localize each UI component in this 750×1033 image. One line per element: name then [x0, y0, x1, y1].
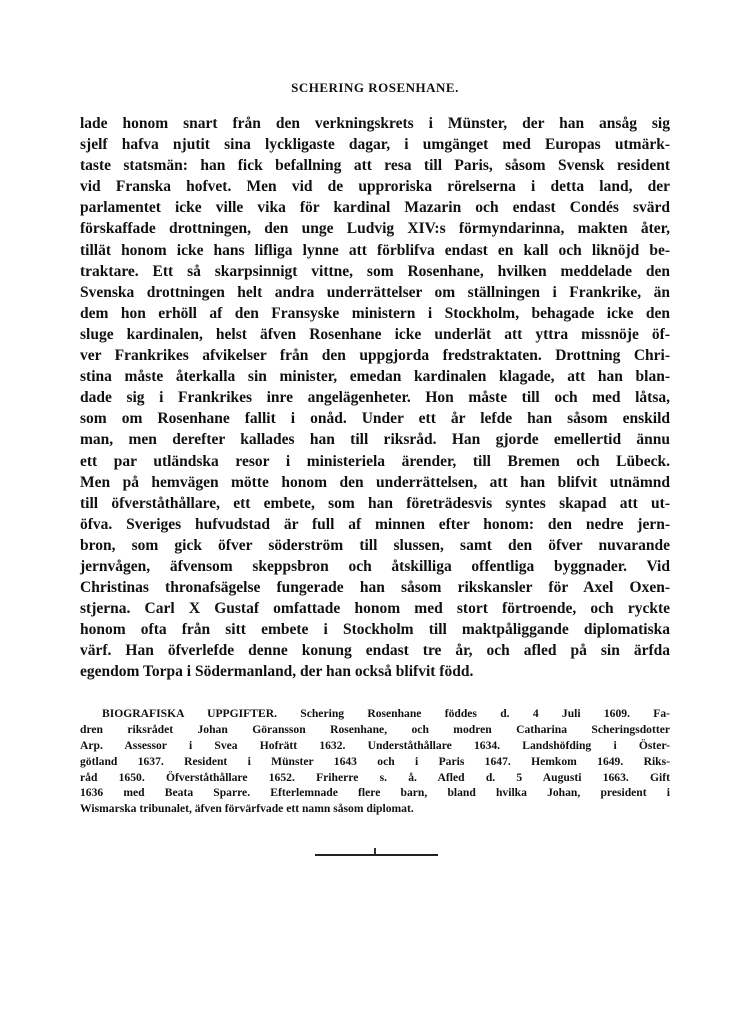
- running-head: SCHERING ROSENHANE.: [291, 80, 459, 95]
- body-line: bron, som gick öfver söderström till slussen, samt den öfver nuvarande: [80, 536, 670, 554]
- body-line: öfva. Sveriges hufvudstad är full af minnen efter honom: den nedre jern-: [80, 515, 670, 533]
- notes-line: BIOGRAFISKA UPPGIFTER. Schering Rosenhane föddes d. 4 Juli 1609. Fa-: [102, 707, 670, 720]
- body-line: Svenska drottningen helt andra underrättelser om ställningen i Frankrike, än: [80, 283, 670, 301]
- body-line: till öfverståthållare, ett embete, som han företrädesvis syntes skapad att ut-: [80, 494, 670, 512]
- body-line: värf. Han öfverlefde denne konung endast tre år, och afled på sin ärfda: [80, 642, 670, 660]
- end-rule-mark: [374, 848, 376, 854]
- body-line: dem hon erhöll af den Fransyske ministern i Stockholm, behagade icke den: [80, 304, 670, 322]
- notes-line: Arp. Assessor i Svea Hofrätt 1632. Underståthållare 1634. Landshöfding i Öster-: [80, 738, 670, 752]
- body-line: honom ofta från sitt embete i Stockholm till maktpåliggande diplomatiska: [80, 621, 670, 639]
- notes-line: Wismarska tribunalet, äfven förvärfvade ett namn såsom diplomat.: [80, 802, 414, 816]
- body-line: Men på hemvägen mötte honom den underrättelsen, att han blifvit utnämnd: [80, 473, 670, 491]
- notes-line: dren riksrådet Johan Göransson Rosenhane, och modren Catharina Scheringsdotter: [80, 722, 670, 736]
- body-line: som om Rosenhane fallit i onåd. Under ett år lefde han såsom enskild: [80, 410, 670, 428]
- body-text: [80, 113, 670, 683]
- notes-line: götland 1637. Resident i Münster 1643 och i Paris 1647. Hemkom 1649. Riks-: [80, 754, 670, 768]
- body-line: dade sig i Frankrikes inre angelägenheter. Hon måste till och med låtsa,: [80, 389, 670, 407]
- body-line: egendom Torpa i Södermanland, der han också blifvit född.: [80, 663, 474, 681]
- body-line: parlamentet icke ville vika för kardinal Mazarin och endast Condés svärd: [80, 199, 670, 217]
- notes-line: råd 1650. Öfverståthållare 1652. Friherre s. å. Afled d. 5 Augusti 1663. Gift: [80, 770, 670, 784]
- body-line: ett par utländska resor i ministeriela ärender, till Bremen och Lübeck.: [80, 452, 670, 470]
- notes-line: 1636 med Beata Sparre. Efterlemnade flere barn, bland hvilka Johan, president i: [80, 786, 670, 800]
- biographical-notes: [80, 706, 670, 817]
- body-line: stjerna. Carl X Gustaf omfattade honom med stort förtroende, och ryckte: [80, 600, 670, 618]
- body-line: stina måste återkalla sin minister, emedan kardinalen klagade, att han blan-: [80, 368, 670, 386]
- body-line: jernvågen, äfvensom skeppsbron och åtskilliga offentliga byggnader. Vid: [80, 557, 670, 575]
- body-line: tillät honom icke hans lifliga lynne att förblifva endast en kall och liknöjd be-: [80, 241, 670, 259]
- body-line: förskaffade drottningen, den unge Ludvig XIV:s förmyndarinna, makten åter,: [80, 220, 670, 238]
- body-line: sluge kardinalen, helst äfven Rosenhane icke underlät att yttra missnöje öf-: [80, 325, 670, 343]
- body-line: Christinas thronafsägelse fungerade han såsom rikskansler för Axel Oxen-: [80, 579, 670, 597]
- body-line: man, men derefter kallades han till riksråd. Han gjorde emellertid ännu: [80, 431, 670, 449]
- body-line: taste statsmän: han fick befallning att resa till Paris, såsom Svensk resident: [80, 157, 670, 175]
- body-line: lade honom snart från den verkningskrets i Münster, der han ansåg sig: [80, 115, 670, 132]
- body-line: traktare. Ett så skarpsinnigt vittne, som Rosenhane, hvilken meddelade den: [80, 262, 670, 280]
- body-line: vid Franska hofvet. Men vid de upproriska rörelserna i detta land, der: [80, 178, 670, 196]
- body-line: ver Frankrikes afvikelser från den uppgjorda fredstraktaten. Drottning Chri-: [80, 347, 670, 365]
- body-line: sjelf hafva njutit sina lyckligaste dagar, i umgänget med Europas utmärk-: [80, 136, 670, 154]
- end-rule: [315, 854, 438, 856]
